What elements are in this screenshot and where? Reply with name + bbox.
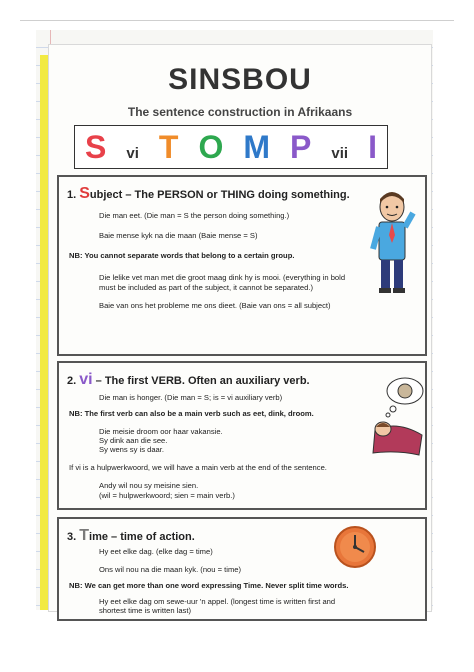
text-line: Die lelike vet man met die groot maag dink hy is mooi. (everything in bold	[99, 273, 346, 282]
text-line: Hy eet elke dag. (elke dag = time)	[99, 547, 213, 556]
text-line: (wil = hulpwerkwoord; sien = main verb.)	[99, 491, 235, 500]
text-line: If vi is a hulpwerkwoord, we will have a main verb at the end of the sentence.	[69, 463, 327, 472]
stomp-letter-i: I	[368, 129, 377, 165]
stomp-banner	[74, 125, 388, 169]
sleeping-person-icon	[367, 375, 427, 465]
note-line: NB: You cannot separate words that belong to a certain group.	[69, 251, 295, 260]
text-line: Die meisie droom oor haar vakansie.	[99, 427, 223, 436]
section-letter: T	[79, 527, 90, 544]
section-number: 3.	[67, 531, 77, 543]
section-heading: – The first VERB. Often an auxiliary verb.	[92, 375, 310, 387]
section-letter: vi	[79, 371, 93, 388]
yellow-strip	[40, 55, 48, 610]
text-line: Sy dink aan die see.	[99, 436, 168, 445]
text-line: Baie van ons het probleme me ons dieet. (Baie van ons = all subject)	[99, 301, 331, 310]
stomp-letter-t: T	[158, 129, 179, 165]
stomp-letter-vi: vi	[126, 145, 139, 162]
text-line: Ons wil nou na die maan kyk. (nou = time)	[99, 565, 242, 574]
text-line: Die man is honger. (Die man = S; is = vi auxiliary verb)	[99, 393, 283, 402]
text-line: Baie mense kyk na die maan (Baie mense = S)	[99, 231, 258, 240]
text-line: Sy wens sy is daar.	[99, 445, 164, 454]
text-line: Hy eet elke dag om sewe-uur 'n appel. (longest time is written first and	[99, 597, 336, 606]
text-line: shortest time is written last)	[99, 606, 191, 615]
stomp-letter-vii: vii	[331, 145, 349, 162]
stomp-letter-m: M	[243, 129, 271, 165]
note-line: NB: The first verb can also be a main verb such as eet, dink, droom.	[69, 409, 314, 418]
clock-icon	[333, 525, 377, 569]
top-rule	[20, 20, 454, 21]
section-number: 2.	[67, 375, 77, 387]
stomp-letter-o: O	[198, 129, 224, 165]
section-heading: ime – time of action.	[89, 531, 195, 543]
section-verb-title	[67, 371, 310, 389]
section-number: 1.	[67, 189, 77, 201]
section-letter: S	[79, 185, 90, 202]
section-time-title	[67, 527, 195, 545]
worksheet-card	[48, 44, 432, 615]
section-subject-title	[67, 185, 350, 203]
person-icon	[367, 187, 417, 297]
note-line: NB: We can get more than one word expressing Time. Never split time words.	[69, 581, 349, 590]
text-line: Die man eet. (Die man = S the person doing something.)	[99, 211, 290, 220]
page-title: SINSBOU	[168, 63, 312, 96]
section-heading: ubject – The PERSON or THING doing something.	[89, 189, 350, 201]
stomp-letter-s: S	[85, 129, 107, 165]
text-line: must be included as part of the subject, it cannot be separated.)	[99, 283, 314, 292]
page-subtitle: The sentence construction in Afrikaans	[127, 105, 353, 119]
text-line: Andy wil nou sy meisine sien.	[99, 481, 199, 490]
stomp-letter-p: P	[290, 129, 312, 165]
